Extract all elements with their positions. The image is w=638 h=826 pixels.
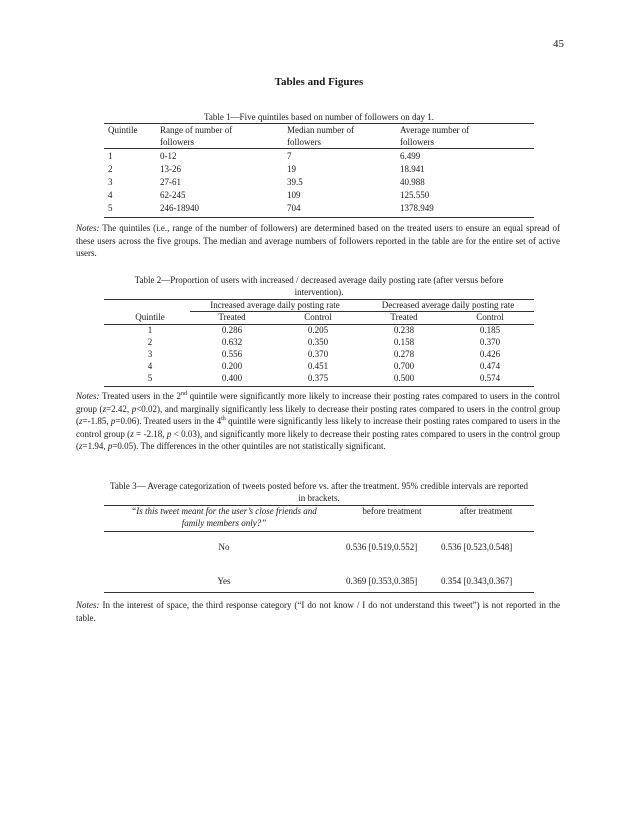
table-cell: 27-61	[160, 177, 181, 187]
table-1-header-range: Range of number of	[160, 125, 233, 135]
notes-text: <0.02), and marginally significantly less likely to decrease their posting rates compared to users in the control group (	[76, 403, 561, 427]
table-cell: 3	[147, 349, 153, 359]
stat-p: p	[166, 428, 172, 439]
table-3-question-2: family members only?”	[181, 518, 267, 528]
table-cell: 0.451	[307, 361, 329, 371]
table-cell: 0.286	[221, 325, 243, 335]
table-1-header-median: Median number of	[287, 125, 354, 135]
table-cell: 62-245	[160, 190, 186, 200]
table-1-caption: Table 1—Five quintiles based on number of followers on day 1.	[203, 112, 435, 122]
table-cell: 0.700	[393, 361, 415, 371]
table-cell: 246-18940	[160, 203, 199, 213]
table-cell: 5	[108, 203, 113, 213]
table-cell: 1	[108, 151, 113, 161]
table-2-caption: Table 2—Proportion of users with increased / decreased average daily posting rate (after versus before	[134, 275, 504, 285]
ordinal-suffix: th	[221, 416, 226, 423]
table-cell: 125.550	[400, 190, 430, 200]
table-3-header-before: before treatment	[362, 506, 422, 516]
table-cell: 0.426	[479, 349, 501, 359]
table-cell: 0.375	[307, 373, 329, 383]
table-2-header-control: Control	[304, 312, 332, 322]
stat-p: p	[107, 441, 113, 452]
table-cell: 0.354 [0.343,0.367]	[441, 576, 513, 586]
table-cell: 6.499	[400, 151, 421, 161]
table-1-header-average-2: followers	[400, 137, 434, 147]
table-cell: 0.238	[393, 325, 415, 335]
stat-z: z	[130, 428, 134, 439]
page-heading: Tables and Figures	[274, 76, 364, 88]
table-cell: 18.941	[400, 164, 425, 174]
table-3-question: “Is this tweet meant for the user’s close friends and	[131, 506, 317, 516]
table-cell: 13-26	[160, 164, 181, 174]
table-cell: 0.500	[393, 373, 415, 383]
table-cell: 19	[287, 164, 296, 174]
table-2-header-treated: Treated	[218, 312, 246, 322]
notes-label: Notes:	[76, 600, 100, 610]
notes-text: =-1.85,	[82, 416, 111, 427]
table-1-notes	[76, 222, 560, 260]
notes-text: The quintiles (i.e., range of the number of followers) are determined based on the treated users to ensure an equal spread of these users across the five groups. The median and average numbers of followers reported in the table are for the entire set of active users.	[76, 223, 560, 259]
table-cell: 109	[287, 190, 301, 200]
table-1-top-rule	[104, 123, 534, 124]
table-cell: 0.400	[221, 373, 243, 383]
table-cell: 0.556	[221, 349, 243, 359]
stat-z: z	[79, 416, 83, 427]
stat-p: p	[110, 416, 116, 427]
table-cell: 4	[147, 361, 153, 371]
table-3-bottom-rule	[104, 592, 534, 593]
table-2-header-quintile: Quintile	[135, 312, 165, 322]
table-2-header-treated-2: Treated	[390, 312, 418, 322]
table-cell: 7	[287, 151, 292, 161]
table-cell: 5	[147, 373, 153, 383]
table-cell: No	[218, 542, 230, 552]
notes-text: = -2.18,	[133, 428, 167, 439]
table-cell: 0.474	[479, 361, 501, 371]
table-cell: 704	[287, 203, 301, 213]
page-number: 45	[553, 38, 564, 50]
table-cell: 0.574	[479, 373, 501, 383]
notes-text: =0.05). The differences in the other quintiles are not statistically significant.	[112, 441, 386, 452]
table-cell: 0.370	[307, 349, 329, 359]
table-2-notes	[76, 390, 560, 453]
stat-z: z	[102, 403, 107, 414]
table-1-header-quintile: Quintile	[108, 125, 138, 135]
table-3-header-rule	[104, 531, 534, 532]
table-2-caption-2: intervention).	[294, 287, 344, 297]
ordinal-suffix: nd	[180, 391, 187, 397]
notes-label: Notes:	[76, 223, 100, 233]
table-1-header-median-2: followers	[287, 137, 321, 147]
table-cell: 0.350	[307, 337, 329, 347]
table-cell: 0.158	[393, 337, 415, 347]
notes-text: Treated users in the 2	[102, 391, 181, 401]
table-cell: 40.988	[400, 177, 425, 187]
table-cell: 3	[108, 177, 113, 187]
notes-text: < 0.03), and significantly more likely to decrease their posting rates compared to users in the control group (	[76, 428, 560, 452]
table-cell: 0.632	[221, 337, 243, 347]
notes-label: Notes:	[76, 391, 100, 401]
table-2-bottom-rule	[104, 386, 534, 387]
table-cell: 1378.949	[400, 203, 434, 213]
table-cell: 0.369 [0.353,0.385]	[346, 576, 418, 586]
stat-z: z	[79, 441, 83, 452]
table-cell: 1	[147, 325, 153, 335]
table-1-header-average: Average number of	[400, 125, 470, 135]
notes-text: quintile were significantly less likely to increase their posting rates compared to users in the control group (	[76, 416, 560, 439]
table-1-header-rule	[104, 148, 534, 149]
table-cell: Yes	[217, 576, 231, 586]
table-2-group-increased: Increased average daily posting rate	[210, 300, 340, 310]
table-3-header-after: after treatment	[459, 506, 513, 516]
table-3-caption-2: in brackets.	[298, 493, 340, 503]
notes-text: =0.06). Treated users in the 4	[115, 416, 222, 427]
table-cell: 0-12	[160, 151, 177, 161]
notes-text: =1.94,	[82, 441, 108, 452]
table-cell: 0.278	[393, 349, 415, 359]
table-cell: 2	[108, 164, 113, 174]
table-cell: 0.205	[307, 325, 329, 335]
table-1-bottom-rule	[104, 217, 534, 218]
table-2-group-decreased: Decreased average daily posting rate	[381, 300, 515, 310]
table-cell: 39.5	[287, 177, 303, 187]
table-cell: 0.536 [0.519,0.552]	[346, 542, 418, 552]
table-cell: 0.200	[221, 361, 243, 371]
table-3-caption: Table 3— Average categorization of tweets posted before vs. after the treatment. 95% credible intervals are reported	[109, 481, 529, 491]
table-2-header-control-2: Control	[476, 312, 504, 322]
table-cell: 4	[108, 190, 113, 200]
notes-text: quintile were significantly more likely to increase their posting rates compared to users in the control group (	[76, 391, 560, 414]
stat-p: p	[131, 403, 137, 414]
notes-text: =2.42,	[106, 403, 132, 414]
table-cell: 2	[147, 337, 153, 347]
table-3-notes	[76, 599, 560, 624]
notes-text: In the interest of space, the third response category (“I do not know / I do not understand this tweet”) is not reported in the table.	[76, 600, 560, 623]
table-cell: 0.185	[479, 325, 501, 335]
table-cell: 0.536 [0.523,0.548]	[441, 542, 513, 552]
table-cell: 0.370	[479, 337, 501, 347]
table-1-header-range-2: followers	[160, 137, 194, 147]
